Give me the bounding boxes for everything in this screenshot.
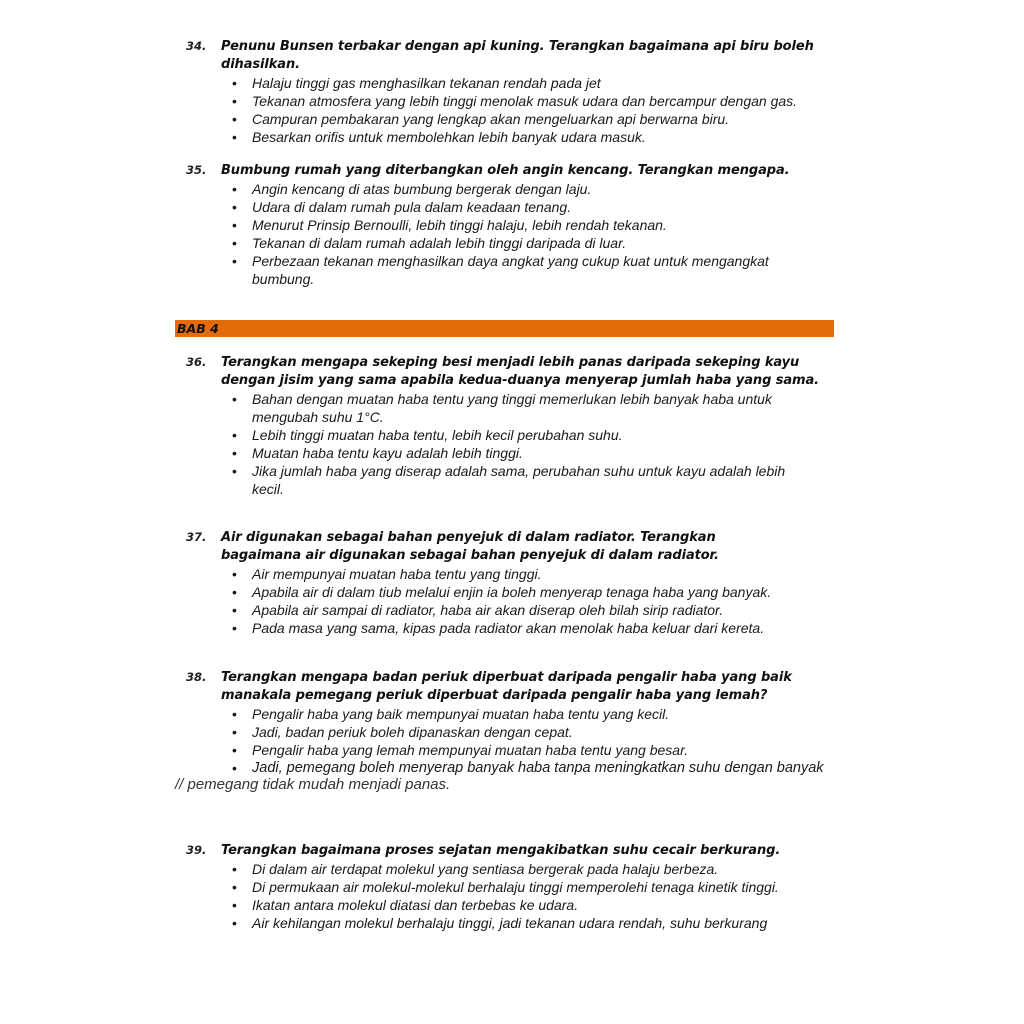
bullet-icon: • [232, 129, 237, 145]
bullet-icon: • [232, 199, 237, 215]
bullet-icon: • [232, 391, 237, 407]
bullet-icon: • [232, 879, 237, 895]
question-34 [186, 38, 846, 146]
answer-item: • Di dalam air terdapat molekul yang sentiasa bergerak pada halaju berbeza. [232, 861, 719, 877]
bullet-icon: • [232, 584, 237, 600]
section-label: BAB 4 [177, 321, 219, 336]
answer-item: • Di permukaan air molekul-molekul berhalaju tinggi memperolehi tenaga kinetik tinggi. [232, 879, 779, 895]
bullet-icon: • [232, 620, 237, 636]
question-39 [186, 842, 846, 932]
question-38 [186, 669, 846, 777]
answer-item: • Apabila air di dalam tiub melalui enjin ia boleh menyerap tenaga haba yang banyak. [232, 584, 772, 600]
question-36 [186, 354, 846, 498]
bullet-icon: • [232, 445, 237, 461]
question-text: Bumbung rumah yang diterbangkan oleh angin kencang. Terangkan mengapa. [221, 163, 790, 178]
answer-list [232, 860, 846, 932]
answer-item: • Apabila air sampai di radiator, haba air akan diserap oleh bilah sirip radiator. [232, 602, 724, 618]
bullet-icon: • [232, 724, 237, 740]
answer-item: • Air kehilangan molekul berhalaju tinggi, jadi tekanan udara rendah, suhu berkurang [232, 915, 768, 931]
answer-item: • Campuran pembakaran yang lengkap akan mengeluarkan api berwarna biru. [232, 111, 730, 127]
answer-list [232, 180, 846, 288]
answer-item: • Lebih tinggi muatan haba tentu, lebih kecil perubahan suhu. [232, 427, 623, 443]
bullet-icon: • [232, 463, 237, 479]
bullet-icon: • [232, 253, 237, 269]
answer-item: • Jika jumlah haba yang diserap adalah sama, perubahan suhu untuk kayu adalah lebih kecil. [232, 463, 786, 497]
answer-continuation: // pemegang tidak mudah menjadi panas. [175, 776, 451, 793]
answer-item: • Jadi, pemegang boleh menyerap banyak haba tanpa meningkatkan suhu dengan banyak [232, 760, 824, 776]
bullet-icon: • [232, 602, 237, 618]
question-text: Air digunakan sebagai bahan penyejuk di dalam radiator. Terangkan bagaimana air digunakan sebagai bahan penyejuk di dalam radiator. [221, 530, 719, 563]
question-text: Terangkan bagaimana proses sejatan mengakibatkan suhu cecair berkurang. [221, 843, 781, 858]
answer-item: • Air mempunyai muatan haba tentu yang tinggi. [232, 566, 542, 582]
question-number: 34. [186, 39, 207, 53]
answer-item: • Halaju tinggi gas menghasilkan tekanan rendah pada jet [232, 75, 601, 91]
bullet-icon: • [232, 915, 237, 931]
bullet-icon: • [232, 217, 237, 233]
answer-item: • Pada masa yang sama, kipas pada radiator akan menolak haba keluar dari kereta. [232, 620, 765, 636]
bullet-icon: • [232, 181, 237, 197]
question-number: 35. [186, 163, 207, 177]
answer-item: • Tekanan atmosfera yang lebih tinggi menolak masuk udara dan bercampur dengan gas. [232, 93, 798, 109]
question-number: 38. [186, 670, 207, 684]
answer-list [232, 705, 846, 777]
answer-item: • Pengalir haba yang lemah mempunyai muatan haba tentu yang besar. [232, 742, 689, 758]
question-37 [186, 529, 846, 637]
answer-list [232, 74, 846, 146]
answer-item: • Pengalir haba yang baik mempunyai muatan haba tentu yang kecil. [232, 706, 670, 722]
answer-list [232, 390, 846, 498]
bullet-icon: • [232, 742, 237, 758]
question-text: Terangkan mengapa badan periuk diperbuat daripada pengalir haba yang baik manakala pemegang periuk diperbuat daripada pengalir haba yang lemah? [221, 670, 792, 703]
answer-item: • Muatan haba tentu kayu adalah lebih tinggi. [232, 445, 523, 461]
question-text: Terangkan mengapa sekeping besi menjadi lebih panas daripada sekeping kayu dengan jisim yang sama apabila kedua-duanya menyerap jumlah haba yang sama. [221, 355, 819, 388]
question-number: 36. [186, 355, 207, 369]
answer-item: • Jadi, badan periuk boleh dipanaskan dengan cepat. [232, 724, 573, 740]
question-35 [186, 162, 846, 288]
answer-item: • Ikatan antara molekul diatasi dan terbebas ke udara. [232, 897, 579, 913]
bullet-icon: • [232, 75, 237, 91]
answer-item: • Udara di dalam rumah pula dalam keadaan tenang. [232, 199, 572, 215]
answer-item: • Angin kencang di atas bumbung bergerak dengan laju. [232, 181, 592, 197]
bullet-icon: • [232, 93, 237, 109]
section-header-bar [175, 320, 834, 337]
answer-item: • Bahan dengan muatan haba tentu yang tinggi memerlukan lebih banyak haba untuk mengubah suhu 1°C. [232, 391, 772, 425]
question-number: 39. [186, 843, 207, 857]
answer-item: • Besarkan orifis untuk membolehkan lebih banyak udara masuk. [232, 129, 646, 145]
bullet-icon: • [232, 427, 237, 443]
bullet-icon: • [232, 235, 237, 251]
bullet-icon: • [232, 760, 237, 776]
bullet-icon: • [232, 566, 237, 582]
answer-item: • Perbezaan tekanan menghasilkan daya angkat yang cukup kuat untuk mengangkat bumbung. [232, 253, 769, 287]
bullet-icon: • [232, 706, 237, 722]
answer-item: • Tekanan di dalam rumah adalah lebih tinggi daripada di luar. [232, 235, 627, 251]
question-number: 37. [186, 530, 207, 544]
answer-list [232, 565, 846, 637]
question-text: Penunu Bunsen terbakar dengan api kuning. Terangkan bagaimana api biru boleh dihasilkan. [221, 39, 814, 72]
bullet-icon: • [232, 897, 237, 913]
bullet-icon: • [232, 861, 237, 877]
answer-item: • Menurut Prinsip Bernoulli, lebih tinggi halaju, lebih rendah tekanan. [232, 217, 667, 233]
bullet-icon: • [232, 111, 237, 127]
